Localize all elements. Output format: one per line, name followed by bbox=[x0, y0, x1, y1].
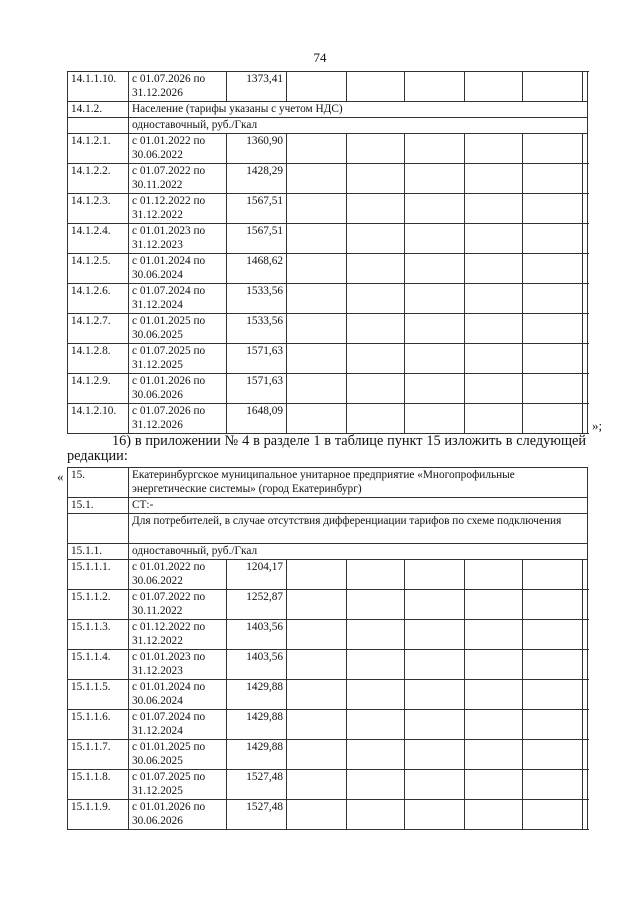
empty-cell bbox=[287, 254, 347, 284]
empty-cell bbox=[465, 680, 523, 710]
row-period: с 01.12.2022 по 31.12.2022 bbox=[129, 620, 227, 650]
empty-cell bbox=[287, 710, 347, 740]
empty-cell bbox=[405, 560, 465, 590]
empty-cell bbox=[405, 224, 465, 254]
empty-cell bbox=[523, 590, 583, 620]
empty-cell bbox=[287, 560, 347, 590]
row-period: с 01.01.2023 по 31.12.2023 bbox=[129, 650, 227, 680]
row-period: с 01.07.2022 по 30.11.2022 bbox=[129, 164, 227, 194]
empty-cell bbox=[405, 254, 465, 284]
empty-cell bbox=[347, 164, 405, 194]
empty-cell bbox=[347, 710, 405, 740]
empty-cell bbox=[405, 590, 465, 620]
empty-cell bbox=[405, 194, 465, 224]
row-code: 15.1.1.5. bbox=[68, 680, 129, 710]
empty-cell bbox=[465, 164, 523, 194]
empty-cell bbox=[523, 374, 583, 404]
row-period: с 01.01.2026 по 30.06.2026 bbox=[129, 800, 227, 830]
empty-cell bbox=[347, 284, 405, 314]
empty-cell bbox=[523, 164, 583, 194]
table-row bbox=[68, 314, 588, 344]
row-code bbox=[68, 118, 129, 134]
table-row bbox=[68, 544, 588, 560]
empty-cell bbox=[583, 650, 588, 680]
table-row bbox=[68, 194, 588, 224]
empty-cell bbox=[347, 560, 405, 590]
empty-cell bbox=[287, 284, 347, 314]
empty-cell bbox=[347, 680, 405, 710]
empty-cell bbox=[405, 800, 465, 830]
row-code: 15.1.1.3. bbox=[68, 620, 129, 650]
empty-cell bbox=[287, 740, 347, 770]
empty-cell bbox=[405, 620, 465, 650]
empty-cell bbox=[405, 314, 465, 344]
empty-cell bbox=[465, 590, 523, 620]
empty-cell bbox=[347, 590, 405, 620]
empty-cell bbox=[523, 194, 583, 224]
row-code: 15.1.1.9. bbox=[68, 800, 129, 830]
empty-cell bbox=[583, 680, 588, 710]
row-tariff-value: 1527,48 bbox=[227, 800, 287, 830]
empty-cell bbox=[465, 650, 523, 680]
empty-cell bbox=[347, 770, 405, 800]
row-tariff-value: 1527,48 bbox=[227, 770, 287, 800]
table-row bbox=[68, 102, 588, 118]
empty-cell bbox=[523, 314, 583, 344]
table-row bbox=[68, 740, 588, 770]
row-period: с 01.01.2024 по 30.06.2024 bbox=[129, 680, 227, 710]
empty-cell bbox=[405, 284, 465, 314]
row-code: 14.1.2.8. bbox=[68, 344, 129, 374]
empty-cell bbox=[405, 650, 465, 680]
empty-cell bbox=[583, 620, 588, 650]
row-description: Население (тарифы указаны с учетом НДС) bbox=[129, 102, 588, 118]
row-tariff-value: 1428,29 bbox=[227, 164, 287, 194]
empty-cell bbox=[583, 800, 588, 830]
empty-cell bbox=[465, 224, 523, 254]
row-tariff-value: 1429,88 bbox=[227, 710, 287, 740]
empty-cell bbox=[405, 164, 465, 194]
empty-cell bbox=[347, 740, 405, 770]
empty-cell bbox=[347, 314, 405, 344]
empty-cell bbox=[583, 560, 588, 590]
row-code: 15. bbox=[68, 468, 129, 498]
empty-cell bbox=[347, 374, 405, 404]
row-tariff-value: 1648,09 bbox=[227, 404, 287, 434]
row-code: 15.1.1.6. bbox=[68, 710, 129, 740]
row-period: с 01.07.2025 по 31.12.2025 bbox=[129, 344, 227, 374]
empty-cell bbox=[347, 224, 405, 254]
empty-cell bbox=[523, 770, 583, 800]
table-row bbox=[68, 468, 588, 498]
table-row bbox=[68, 134, 588, 164]
empty-cell bbox=[465, 710, 523, 740]
row-tariff-value: 1360,90 bbox=[227, 134, 287, 164]
row-code: 14.1.2.10. bbox=[68, 404, 129, 434]
empty-cell bbox=[523, 560, 583, 590]
empty-cell bbox=[523, 800, 583, 830]
row-description: СТ:- bbox=[129, 498, 588, 514]
row-tariff-value: 1567,51 bbox=[227, 224, 287, 254]
row-code: 14.1.2.3. bbox=[68, 194, 129, 224]
empty-cell bbox=[347, 650, 405, 680]
empty-cell bbox=[523, 710, 583, 740]
row-tariff-value: 1571,63 bbox=[227, 374, 287, 404]
opening-quote: « bbox=[57, 469, 64, 484]
row-description: одноставочный, руб./Гкал bbox=[129, 118, 588, 134]
empty-cell bbox=[405, 344, 465, 374]
row-tariff-value: 1468,62 bbox=[227, 254, 287, 284]
row-code: 15.1.1. bbox=[68, 544, 129, 560]
empty-cell bbox=[347, 404, 405, 434]
empty-cell bbox=[583, 590, 588, 620]
row-tariff-value: 1567,51 bbox=[227, 194, 287, 224]
empty-cell bbox=[523, 344, 583, 374]
table-row bbox=[68, 680, 588, 710]
empty-cell bbox=[583, 284, 588, 314]
row-description: Для потребителей, в случае отсутствия дифференциации тарифов по схеме подключения bbox=[129, 514, 588, 544]
empty-cell bbox=[465, 134, 523, 164]
row-code: 15.1.1.1. bbox=[68, 560, 129, 590]
table-row bbox=[68, 72, 588, 102]
table-row bbox=[68, 560, 588, 590]
empty-cell bbox=[583, 254, 588, 284]
table-row bbox=[68, 374, 588, 404]
row-period: с 01.07.2024 по 31.12.2024 bbox=[129, 284, 227, 314]
empty-cell bbox=[287, 650, 347, 680]
empty-cell bbox=[583, 134, 588, 164]
table-row bbox=[68, 710, 588, 740]
table-row bbox=[68, 164, 588, 194]
empty-cell bbox=[583, 224, 588, 254]
row-period: с 01.07.2025 по 31.12.2025 bbox=[129, 770, 227, 800]
page-number: 74 bbox=[313, 50, 327, 65]
empty-cell bbox=[583, 344, 588, 374]
row-period: с 01.01.2022 по 30.06.2022 bbox=[129, 134, 227, 164]
row-tariff-value: 1403,56 bbox=[227, 650, 287, 680]
empty-cell bbox=[465, 770, 523, 800]
table-row bbox=[68, 224, 588, 254]
empty-cell bbox=[287, 770, 347, 800]
row-code: 15.1. bbox=[68, 498, 129, 514]
empty-cell bbox=[465, 620, 523, 650]
row-code: 15.1.1.4. bbox=[68, 650, 129, 680]
empty-cell bbox=[583, 194, 588, 224]
empty-cell bbox=[523, 740, 583, 770]
empty-cell bbox=[465, 344, 523, 374]
empty-cell bbox=[523, 650, 583, 680]
table-row bbox=[68, 498, 588, 514]
row-period: с 01.01.2025 по 30.06.2025 bbox=[129, 314, 227, 344]
empty-cell bbox=[465, 404, 523, 434]
row-tariff-value: 1533,56 bbox=[227, 314, 287, 344]
empty-cell bbox=[347, 72, 405, 102]
empty-cell bbox=[347, 344, 405, 374]
empty-cell bbox=[347, 134, 405, 164]
empty-cell bbox=[287, 344, 347, 374]
empty-cell bbox=[465, 740, 523, 770]
tariff-table-enterprise bbox=[67, 467, 588, 830]
row-tariff-value: 1204,17 bbox=[227, 560, 287, 590]
empty-cell bbox=[583, 164, 588, 194]
table-row bbox=[68, 770, 588, 800]
row-period: с 01.07.2026 по 31.12.2026 bbox=[129, 72, 227, 102]
table-row bbox=[68, 800, 588, 830]
row-description: одноставочный, руб./Гкал bbox=[129, 544, 588, 560]
empty-cell bbox=[287, 680, 347, 710]
empty-cell bbox=[405, 134, 465, 164]
row-code: 14.1.1.10. bbox=[68, 72, 129, 102]
row-period: с 01.01.2026 по 30.06.2026 bbox=[129, 374, 227, 404]
empty-cell bbox=[347, 194, 405, 224]
empty-cell bbox=[347, 254, 405, 284]
empty-cell bbox=[465, 560, 523, 590]
empty-cell bbox=[287, 590, 347, 620]
row-tariff-value: 1429,88 bbox=[227, 680, 287, 710]
row-period: с 01.12.2022 по 31.12.2022 bbox=[129, 194, 227, 224]
table-row bbox=[68, 254, 588, 284]
empty-cell bbox=[287, 800, 347, 830]
row-code bbox=[68, 514, 129, 544]
empty-cell bbox=[465, 800, 523, 830]
empty-cell bbox=[405, 710, 465, 740]
empty-cell bbox=[405, 770, 465, 800]
empty-cell bbox=[405, 72, 465, 102]
empty-cell bbox=[583, 710, 588, 740]
row-code: 14.1.2.6. bbox=[68, 284, 129, 314]
row-code: 14.1.2.9. bbox=[68, 374, 129, 404]
empty-cell bbox=[465, 374, 523, 404]
table-row bbox=[68, 404, 588, 434]
table-row bbox=[68, 620, 588, 650]
row-code: 15.1.1.2. bbox=[68, 590, 129, 620]
empty-cell bbox=[583, 314, 588, 344]
row-tariff-value: 1429,88 bbox=[227, 740, 287, 770]
table-row bbox=[68, 118, 588, 134]
empty-cell bbox=[287, 194, 347, 224]
empty-cell bbox=[287, 72, 347, 102]
empty-cell bbox=[583, 374, 588, 404]
empty-cell bbox=[523, 680, 583, 710]
empty-cell bbox=[405, 374, 465, 404]
row-period: с 01.01.2025 по 30.06.2025 bbox=[129, 740, 227, 770]
empty-cell bbox=[583, 770, 588, 800]
row-period: с 01.07.2026 по 31.12.2026 bbox=[129, 404, 227, 434]
empty-cell bbox=[523, 620, 583, 650]
row-code: 14.1.2.4. bbox=[68, 224, 129, 254]
row-tariff-value: 1571,63 bbox=[227, 344, 287, 374]
empty-cell bbox=[287, 374, 347, 404]
empty-cell bbox=[287, 224, 347, 254]
empty-cell bbox=[583, 740, 588, 770]
empty-cell bbox=[347, 620, 405, 650]
row-tariff-value: 1533,56 bbox=[227, 284, 287, 314]
table-row bbox=[68, 284, 588, 314]
empty-cell bbox=[405, 680, 465, 710]
row-code: 14.1.2.7. bbox=[68, 314, 129, 344]
empty-cell bbox=[523, 284, 583, 314]
empty-cell bbox=[465, 72, 523, 102]
row-tariff-value: 1252,87 bbox=[227, 590, 287, 620]
empty-cell bbox=[523, 72, 583, 102]
row-period: с 01.01.2023 по 31.12.2023 bbox=[129, 224, 227, 254]
empty-cell bbox=[465, 254, 523, 284]
row-code: 14.1.2.2. bbox=[68, 164, 129, 194]
empty-cell bbox=[287, 134, 347, 164]
table-row bbox=[68, 514, 588, 544]
table-row bbox=[68, 650, 588, 680]
empty-cell bbox=[287, 620, 347, 650]
empty-cell bbox=[523, 404, 583, 434]
row-period: с 01.07.2024 по 31.12.2024 bbox=[129, 710, 227, 740]
empty-cell bbox=[405, 404, 465, 434]
empty-cell bbox=[523, 224, 583, 254]
row-description: Екатеринбургское муниципальное унитарное предприятие «Многопрофильные энергетические системы» (город Екатеринбург) bbox=[129, 468, 588, 498]
empty-cell bbox=[583, 404, 588, 434]
empty-cell bbox=[405, 740, 465, 770]
empty-cell bbox=[347, 800, 405, 830]
row-period: с 01.07.2022 по 30.11.2022 bbox=[129, 590, 227, 620]
empty-cell bbox=[287, 404, 347, 434]
row-code: 14.1.2. bbox=[68, 102, 129, 118]
row-code: 14.1.2.1. bbox=[68, 134, 129, 164]
empty-cell bbox=[465, 284, 523, 314]
empty-cell bbox=[465, 194, 523, 224]
table-row bbox=[68, 590, 588, 620]
empty-cell bbox=[465, 314, 523, 344]
table-row bbox=[68, 344, 588, 374]
row-tariff-value: 1403,56 bbox=[227, 620, 287, 650]
row-tariff-value: 1373,41 bbox=[227, 72, 287, 102]
closing-quote: »; bbox=[592, 418, 603, 433]
empty-cell bbox=[523, 254, 583, 284]
empty-cell bbox=[287, 314, 347, 344]
row-period: с 01.01.2022 по 30.06.2022 bbox=[129, 560, 227, 590]
row-code: 15.1.1.7. bbox=[68, 740, 129, 770]
empty-cell bbox=[287, 164, 347, 194]
tariff-table-population bbox=[67, 71, 588, 434]
row-code: 14.1.2.5. bbox=[68, 254, 129, 284]
empty-cell bbox=[583, 72, 588, 102]
row-period: с 01.01.2024 по 30.06.2024 bbox=[129, 254, 227, 284]
amendment-paragraph: 16) в приложении № 4 в разделе 1 в таблице пункт 15 изложить в следующей редакции: bbox=[67, 433, 586, 464]
empty-cell bbox=[523, 134, 583, 164]
row-code: 15.1.1.8. bbox=[68, 770, 129, 800]
